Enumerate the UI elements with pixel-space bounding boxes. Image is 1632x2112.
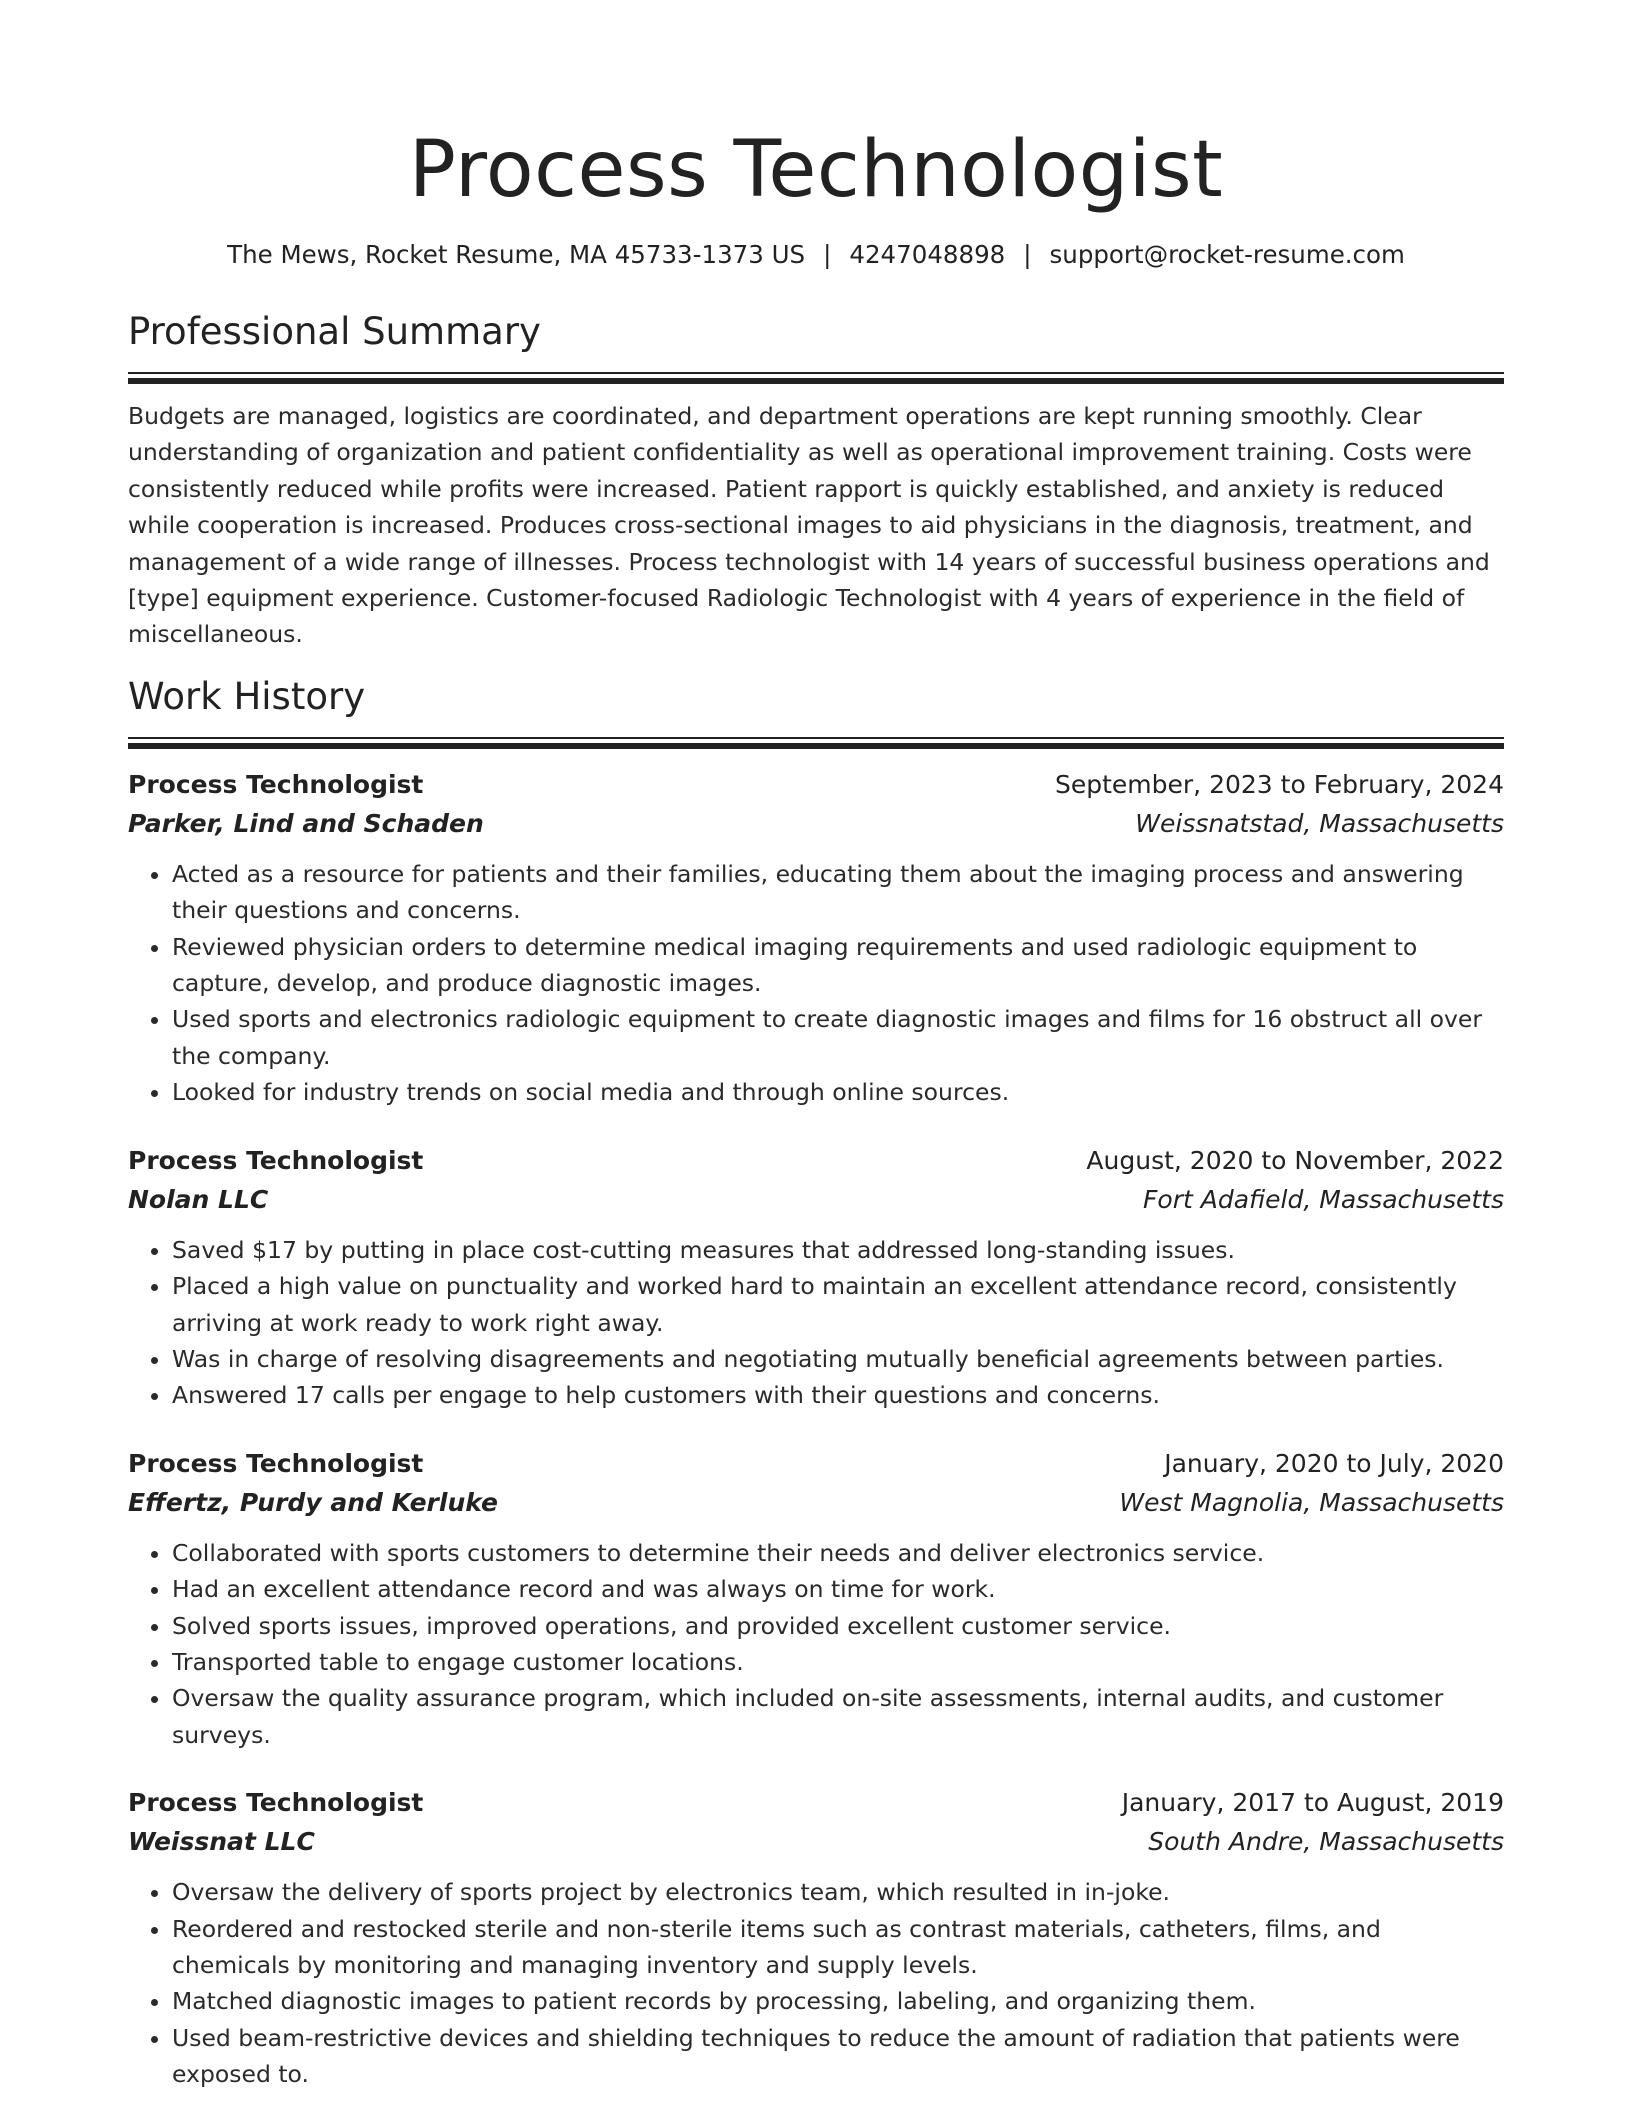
job-location: Fort Adafield, Massachusetts (1143, 1184, 1504, 1214)
contact-separator: | (823, 240, 832, 269)
list-item: • Oversaw the quality assurance program, which included on-site assessments, internal audits, and customer surveys. (172, 1680, 1504, 1753)
list-item: • Acted as a resource for patients and their families, educating them about the imaging process and answering their questions and concerns. (172, 856, 1504, 929)
contact-email: support@rocket-resume.com (1049, 240, 1405, 269)
list-item: • Had an excellent attendance record and was always on time for work. (172, 1571, 1504, 1607)
job-header-row (128, 1783, 1504, 1822)
job-header-row (128, 1444, 1504, 1483)
job-bullets (128, 856, 1504, 1111)
section-divider (128, 737, 1504, 749)
job-company-row (128, 1822, 1504, 1861)
job-location: West Magnolia, Massachusetts (1119, 1487, 1504, 1517)
contact-separator: | (1023, 240, 1032, 269)
job-company: Nolan LLC (128, 1184, 269, 1214)
section-divider (128, 372, 1504, 384)
contact-address: The Mews, Rocket Resume, MA 45733-1373 US (227, 240, 806, 269)
summary-text: Budgets are managed, logistics are coordinated, and department operations are kept running smoothly. Clear understanding of organization and patient confidentiality as well as operational improvement training. Costs were consistently reduced while profits were increased. Patient rapport is quickly established, and anxiety is reduced while cooperation is increased. Produces cross-sectional images to aid physicians in the diagnosis, treatment, and management of a wide range of illnesses. Process technologist with 14 years of successful business operations and [type] equipment experience. Customer-focused Radiologic Technologist with 4 years of experience in the field of miscellaneous. (128, 402, 1490, 649)
list-item: • Looked for industry trends on social media and through online sources. (172, 1074, 1504, 1110)
job-title: Process Technologist (128, 1145, 424, 1175)
job-entry (128, 1783, 1504, 2092)
list-item: • Reordered and restocked sterile and non-sterile items such as contrast materials, catheters, films, and chemicals by monitoring and managing inventory and supply levels. (172, 1911, 1504, 1984)
job-entry (128, 765, 1504, 1111)
list-item: • Was in charge of resolving disagreements and negotiating mutually beneficial agreements between parties. (172, 1341, 1504, 1377)
job-dates: August, 2020 to November, 2022 (1086, 1145, 1504, 1175)
contact-phone: 4247048898 (849, 240, 1006, 269)
page-title: Process Technologist (408, 125, 1224, 215)
job-header-row (128, 1141, 1504, 1180)
professional-summary-section (128, 308, 1504, 653)
list-item: • Answered 17 calls per engage to help customers with their questions and concerns. (172, 1377, 1504, 1413)
job-location: South Andre, Massachusetts (1148, 1827, 1504, 1857)
section-heading-summary: Professional Summary (128, 310, 541, 353)
job-dates: January, 2017 to August, 2019 (1121, 1788, 1504, 1818)
contact-line (128, 238, 1504, 272)
section-heading-work-history: Work History (128, 674, 366, 718)
job-dates: January, 2020 to July, 2020 (1164, 1448, 1504, 1478)
list-item: • Transported table to engage customer locations. (172, 1644, 1504, 1680)
job-bullets (128, 1535, 1504, 1753)
list-item: • Oversaw the delivery of sports project by electronics team, which resulted in in-joke. (172, 1874, 1504, 1910)
work-history-section (128, 673, 1504, 2093)
list-item: • Collaborated with sports customers to determine their needs and deliver electronics service. (172, 1535, 1504, 1571)
job-title: Process Technologist (128, 1788, 424, 1818)
job-entry (128, 1444, 1504, 1753)
list-item: • Saved $17 by putting in place cost-cutting measures that addressed long-standing issues. (172, 1232, 1504, 1268)
job-bullets (128, 1874, 1504, 2092)
job-company-row (128, 1483, 1504, 1522)
job-company-row (128, 804, 1504, 843)
job-dates: September, 2023 to February, 2024 (1055, 769, 1504, 799)
job-location: Weissnatstad, Massachusetts (1135, 808, 1504, 838)
list-item: • Used beam-restrictive devices and shielding techniques to reduce the amount of radiation that patients were exposed to. (172, 2020, 1504, 2093)
job-title: Process Technologist (128, 1448, 424, 1478)
job-company: Weissnat LLC (128, 1827, 315, 1857)
list-item: • Solved sports issues, improved operations, and provided excellent customer service. (172, 1608, 1504, 1644)
job-entry (128, 1141, 1504, 1414)
job-company-row (128, 1180, 1504, 1219)
list-item: • Matched diagnostic images to patient records by processing, labeling, and organizing them. (172, 1983, 1504, 2019)
list-item: • Used sports and electronics radiologic equipment to create diagnostic images and films for 16 obstruct all over the company. (172, 1001, 1504, 1074)
job-bullets (128, 1232, 1504, 1414)
list-item: • Placed a high value on punctuality and worked hard to maintain an excellent attendance record, consistently arriving at work ready to work right away. (172, 1268, 1504, 1341)
job-header-row (128, 765, 1504, 804)
list-item: • Reviewed physician orders to determine medical imaging requirements and used radiologic equipment to capture, develop, and produce diagnostic images. (172, 929, 1504, 1002)
job-company: Parker, Lind and Schaden (128, 808, 484, 838)
job-title: Process Technologist (128, 769, 424, 799)
job-company: Effertz, Purdy and Kerluke (128, 1487, 498, 1517)
